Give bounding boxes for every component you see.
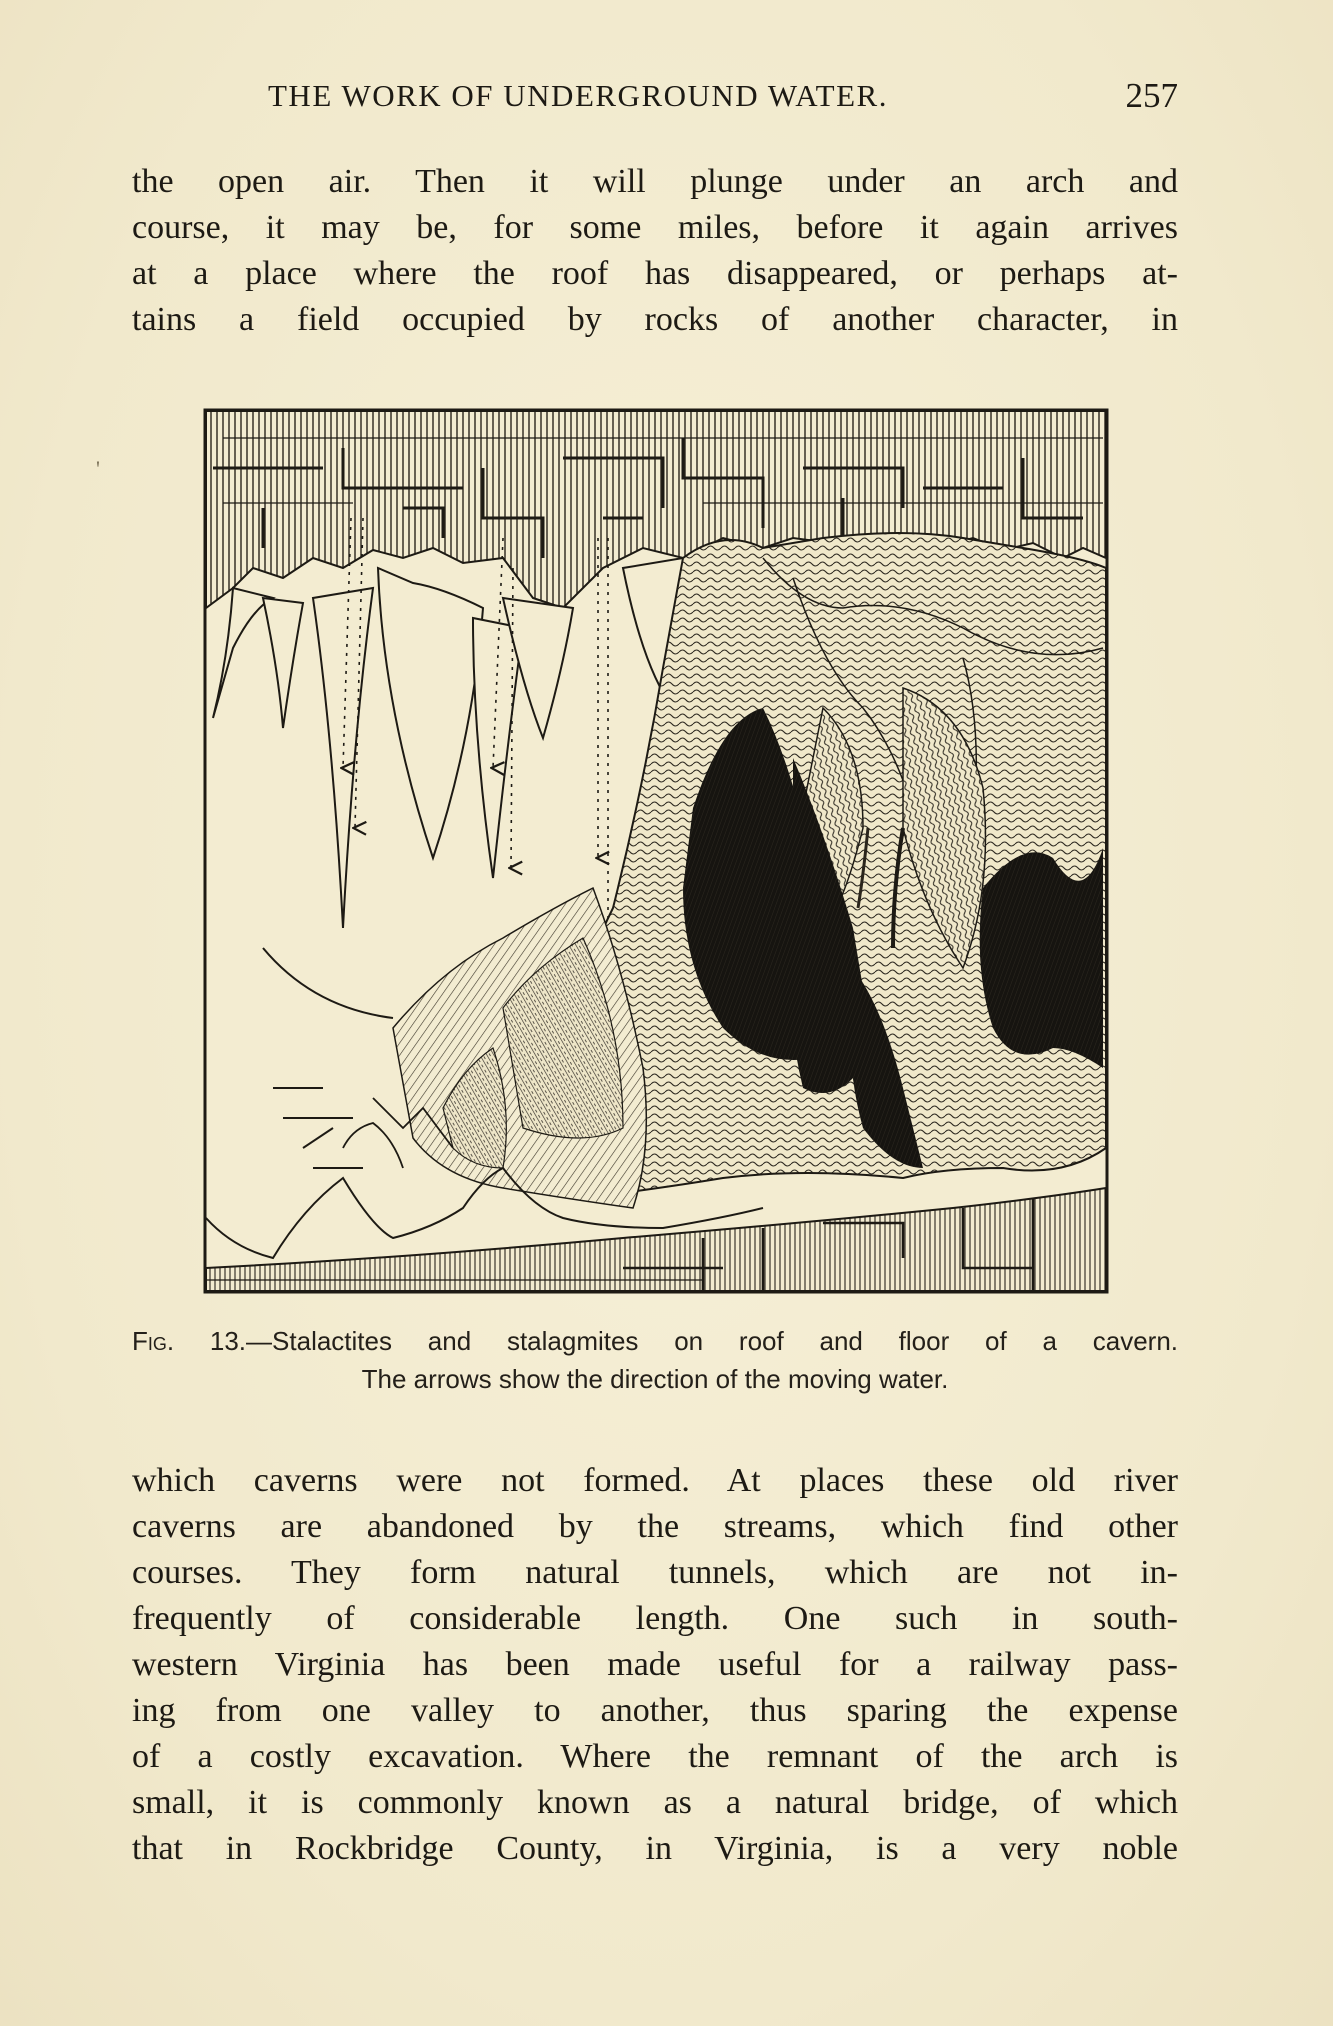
paragraph-top	[132, 159, 1178, 343]
figure-caption	[132, 1322, 1178, 1398]
text-line: at a place where the roof has disappeared, or perhaps at-	[132, 255, 1178, 292]
cavern-illustration	[203, 408, 1109, 1294]
text-line: western Virginia has been made useful for a railway pass-	[132, 1646, 1178, 1683]
text-line: small, it is commonly known as a natural bridge, of which	[132, 1784, 1178, 1821]
text-line: ing from one valley to another, thus sparing the expense	[132, 1692, 1178, 1729]
text-line: tains a field occupied by rocks of another character, in	[132, 301, 1178, 338]
text-line: courses. They form natural tunnels, which are not in-	[132, 1554, 1178, 1591]
running-head	[132, 78, 1178, 122]
cavern-engraving	[203, 408, 1109, 1294]
page-number: 257	[1125, 76, 1178, 115]
caption-line-2: The arrows show the direction of the moving water.	[361, 1364, 949, 1394]
caption-text: —Stalactites and stalagmites on roof and floor of a cavern.	[246, 1326, 1179, 1356]
text-line: which caverns were not formed. At places these old river	[132, 1462, 1178, 1499]
text-line: frequently of considerable length. One such in south-	[132, 1600, 1178, 1637]
stray-mark: '	[96, 456, 100, 481]
text-line: the open air. Then it will plunge under an arch and	[132, 163, 1178, 200]
figure-label: Fig. 13.	[132, 1326, 247, 1356]
text-line: course, it may be, for some miles, before it again arrives	[132, 209, 1178, 246]
caption-line-1	[132, 1322, 1178, 1360]
text-line: caverns are abandoned by the streams, which find other	[132, 1508, 1178, 1545]
text-line: of a costly excavation. Where the remnant of the arch is	[132, 1738, 1178, 1775]
running-title: THE WORK OF UNDERGROUND WATER.	[268, 78, 888, 113]
text-line: that in Rockbridge County, in Virginia, is a very noble	[132, 1830, 1178, 1867]
paragraph-bottom	[132, 1458, 1178, 1872]
